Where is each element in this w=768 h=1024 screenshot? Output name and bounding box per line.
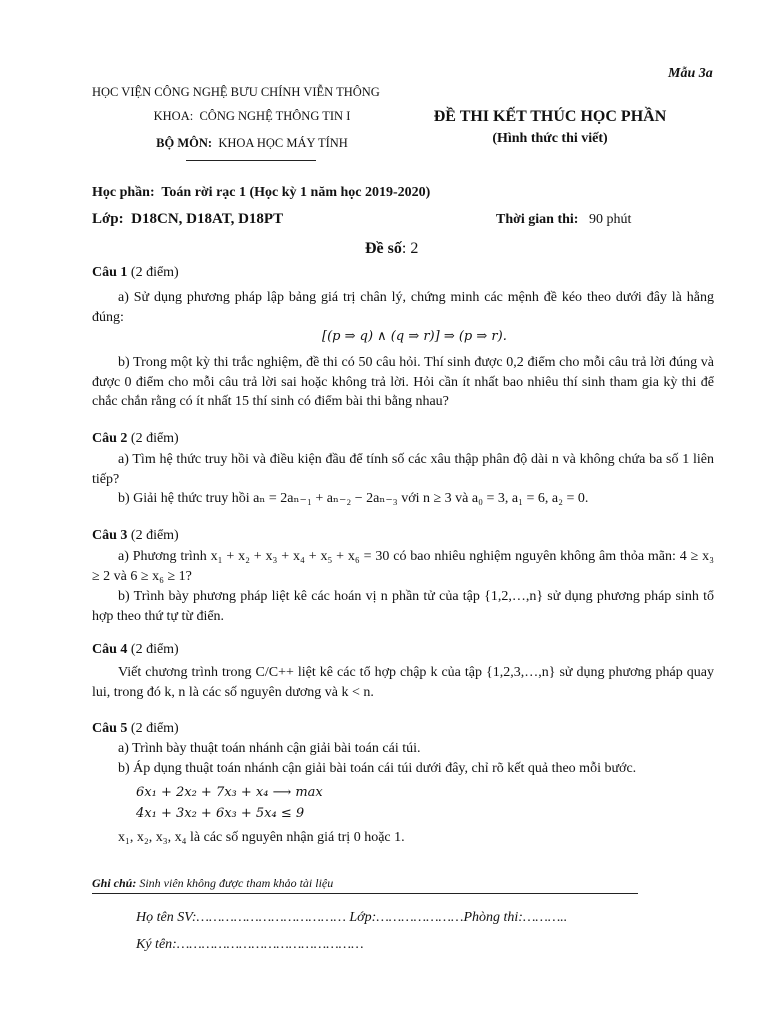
q2-heading: [92, 431, 179, 447]
faculty-label: KHOA:: [153, 109, 194, 123]
dept-label: BỘ MÔN:: [156, 136, 213, 150]
q3-title: Câu 3: [92, 528, 128, 543]
q2-part-a: a) Tìm hệ thức truy hồi và điều kiện đầu để tính số các xâu thập phân độ dài n và không chứa ba số 1 liên tiếp?: [92, 452, 714, 487]
q1-points: (2 điểm): [130, 265, 179, 280]
time-label: Thời gian thi:: [496, 212, 579, 227]
note-value: Sinh viên không được tham khảo tài liệu: [139, 876, 334, 890]
class-line: [92, 211, 283, 228]
q5-heading: [92, 721, 179, 737]
set-value: : 2: [401, 240, 419, 257]
time-value: 90 phút: [588, 212, 632, 227]
q3-part-b: b) Trình bày phương pháp liệt kê các hoán vị n phần tử của tập {1,2,…,n} sử dụng phương pháp sinh tổ hợp theo thứ tự từ điển.: [92, 589, 714, 624]
q1-title: Câu 1: [92, 265, 128, 280]
set-label: Đề số: [365, 240, 402, 257]
q1-part-b: b) Trong một kỳ thi trắc nghiệm, đề thi có 50 câu hỏi. Thí sinh được 0,2 điểm cho mỗi câu trả lời đúng và được 0 điểm cho mỗi câu trả lời sai hoặc không trả lời. Hỏi cần ít nhất bao nhiêu thí sinh tham gia kỳ thi để chắc chắn rằng có ít nhất 15 thí sinh có điểm bài thi bằng nhau?: [92, 355, 714, 409]
exam-form: (Hình thức thi viết): [492, 131, 608, 146]
faculty-value: CÔNG NGHỆ THÔNG TIN I: [199, 109, 351, 123]
q1-part-a: a) Sử dụng phương pháp lập bảng giá trị chân lý, chứng minh các mệnh đề kéo theo dưới đây là hằng đúng:: [92, 290, 714, 325]
q3-part-a: a) Phương trình x₁ + x₂ + x₃ + x₄ + x₅ + x₆ = 30 có bao nhiêu nghiệm nguyên không âm thỏa mãn: 4 ≥ x₃ ≥ 2 và 6 ≥ x₆ ≥ 1?: [92, 549, 714, 584]
footer-divider: [92, 893, 638, 894]
q3-heading: [92, 528, 179, 544]
q2-points: (2 điểm): [130, 431, 179, 446]
exam-set: [365, 240, 418, 258]
q4-text: Viết chương trình trong C/C++ liệt kê các tổ hợp chập k của tập {1,2,3,…,n} sử dụng phương pháp quay lui, trong đó k, n là các số nguyên dương và k < n.: [92, 665, 714, 700]
exam-title: ĐỀ THI KẾT THÚC HỌC PHẦN: [433, 108, 667, 125]
header-underline: [186, 160, 316, 161]
form-code: Mẫu 3a: [668, 66, 713, 81]
q2-title: Câu 2: [92, 431, 128, 446]
course-line: [92, 185, 430, 201]
course-value: Toán rời rạc 1 (Học kỳ 1 năm học 2019-2020): [161, 185, 431, 200]
class-value: D18CN, D18AT, D18PT: [131, 211, 284, 227]
dept-value: KHOA HỌC MÁY TÍNH: [218, 136, 348, 150]
signature-line: Ký tên:………………………………………: [136, 937, 364, 952]
q5-variables-note: x₁, x₂, x₃, x₄ là các số nguyên nhận giá trị 0 hoặc 1.: [118, 830, 405, 845]
note-label: Ghi chú:: [92, 876, 137, 890]
student-info-line: Họ tên SV:……………………………… Lớp:…………………Phòng thi:………..: [136, 910, 568, 925]
course-label: Học phần:: [92, 185, 155, 200]
q5-constraint: 4x₁ + 3x₂ + 6x₃ + 5x₄ ≤ 9: [136, 806, 305, 821]
time-line: [496, 212, 631, 228]
q3-points: (2 điểm): [130, 528, 179, 543]
q2-part-b: b) Giải hệ thức truy hồi aₙ = 2aₙ₋₁ + aₙ₋₂ − 2aₙ₋₃ với n ≥ 3 và a₀ = 3, a₁ = 6, a₂ = 0.: [118, 491, 589, 506]
q5-objective: 6x₁ + 2x₂ + 7x₃ + x₄ ⟶ max: [136, 785, 323, 800]
q4-title: Câu 4: [92, 642, 128, 657]
class-label: Lớp:: [92, 211, 124, 227]
dept-line: [92, 136, 412, 151]
faculty-line: [92, 109, 412, 124]
q1-heading: [92, 265, 179, 281]
q5-points: (2 điểm): [130, 721, 179, 736]
q5-title: Câu 5: [92, 721, 128, 736]
q1-formula: [(p ⇒ q) ∧ (q ⇒ r)] ⇒ (p ⇒ r).: [322, 329, 507, 344]
q4-points: (2 điểm): [130, 642, 179, 657]
institution-name: HỌC VIỆN CÔNG NGHỆ BƯU CHÍNH VIỄN THÔNG: [92, 85, 380, 99]
q5-part-b: b) Áp dụng thuật toán nhánh cận giải bài toán cái túi dưới đây, chỉ rõ kết quả theo mỗi bước.: [118, 761, 637, 776]
q4-heading: [92, 642, 179, 658]
footer-note: [92, 876, 333, 891]
q5-part-a: a) Trình bày thuật toán nhánh cận giải bài toán cái túi.: [118, 741, 421, 756]
